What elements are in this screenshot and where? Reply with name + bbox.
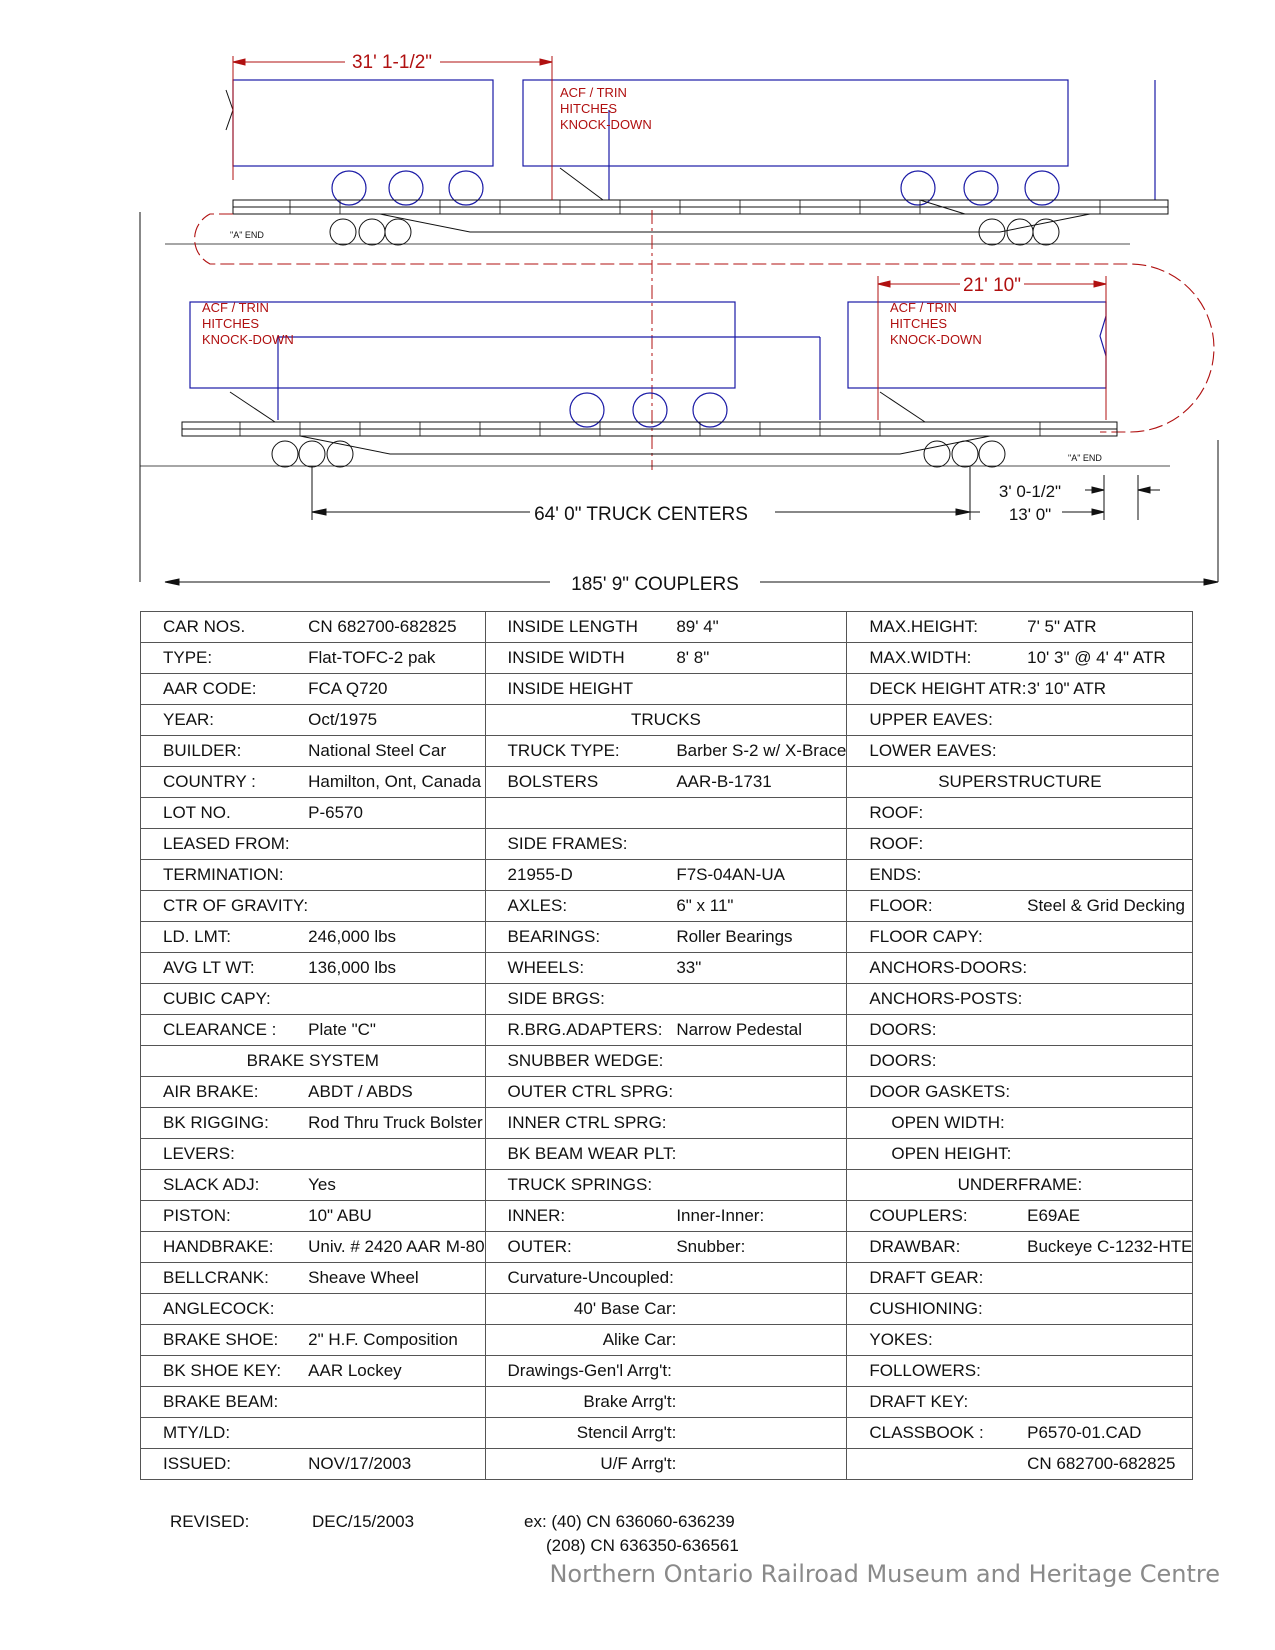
spec-label: AXLES: <box>485 891 676 922</box>
spec-row <box>141 1201 1193 1232</box>
watermark: Northern Ontario Railroad Museum and Heritage Centre <box>549 1560 1220 1588</box>
spec-label: MAX.HEIGHT: <box>847 612 1027 643</box>
spec-value <box>676 1356 847 1387</box>
spec-label: DOOR GASKETS: <box>847 1077 1027 1108</box>
spec-label: YEAR: <box>141 705 309 736</box>
spec-row <box>141 1387 1193 1418</box>
spec-label: BUILDER: <box>141 736 309 767</box>
spec-value <box>1027 984 1193 1015</box>
spec-label: OPEN WIDTH: <box>847 1108 1193 1139</box>
spec-row <box>141 705 1193 736</box>
spec-value: Narrow Pedestal <box>676 1015 847 1046</box>
spec-label: SLACK ADJ: <box>141 1170 309 1201</box>
spec-value <box>1027 829 1193 860</box>
lower-left-hitch-label <box>202 300 294 347</box>
spec-label: DRAFT GEAR: <box>847 1263 1027 1294</box>
spec-value: E69AE <box>1027 1201 1193 1232</box>
spec-row <box>141 1263 1193 1294</box>
spec-value: Univ. # 2420 AAR M-80 <box>308 1232 485 1263</box>
spec-value: National Steel Car <box>308 736 485 767</box>
spec-label: ANCHORS-DOORS: <box>847 953 1027 984</box>
spec-label: DRAWBAR: <box>847 1232 1027 1263</box>
spec-label: Stencil Arrg't: <box>485 1418 847 1449</box>
spec-label: FLOOR CAPY: <box>847 922 1027 953</box>
spec-label: INSIDE WIDTH <box>485 643 676 674</box>
spec-value: Yes <box>308 1170 485 1201</box>
spec-value: 6" x 11" <box>676 891 847 922</box>
spec-label: CLEARANCE : <box>141 1015 309 1046</box>
spec-row <box>141 1356 1193 1387</box>
lower-right-hitch-label <box>890 300 982 347</box>
spec-label: DOORS: <box>847 1015 1027 1046</box>
spec-label: CLASSBOOK : <box>847 1418 1027 1449</box>
spec-value <box>1027 1325 1193 1356</box>
spec-label: INSIDE LENGTH <box>485 612 676 643</box>
spec-value <box>308 1387 485 1418</box>
spec-value: 10" ABU <box>308 1201 485 1232</box>
spec-value <box>1027 1263 1193 1294</box>
spec-value <box>308 891 485 922</box>
spec-label: INSIDE HEIGHT <box>485 674 676 705</box>
upper-trailer-left <box>233 80 493 166</box>
spec-value <box>308 860 485 891</box>
mid-dimension <box>878 276 1106 420</box>
spec-label: MAX.WIDTH: <box>847 643 1027 674</box>
spec-value: F7S-04AN-UA <box>676 860 847 891</box>
section-heading: BRAKE SYSTEM <box>141 1046 486 1077</box>
spec-value <box>1027 922 1193 953</box>
spec-value: Oct/1975 <box>308 705 485 736</box>
spec-value <box>308 984 485 1015</box>
mid-dimension-label: 21' 10" <box>963 275 1021 296</box>
spec-row <box>141 674 1193 705</box>
spec-row <box>141 829 1193 860</box>
spec-value: Plate "C" <box>308 1015 485 1046</box>
spec-value <box>308 829 485 860</box>
spec-label: BK RIGGING: <box>141 1108 309 1139</box>
spec-value <box>676 1077 847 1108</box>
spec-value: Roller Bearings <box>676 922 847 953</box>
spec-label: CTR OF GRAVITY: <box>141 891 309 922</box>
spec-value <box>676 674 847 705</box>
top-dimension-label: 31' 1-1/2" <box>351 52 433 73</box>
spec-label: 40' Base Car: <box>485 1294 847 1325</box>
spec-value <box>676 984 847 1015</box>
spec-value <box>1027 1015 1193 1046</box>
spec-label: ANGLECOCK: <box>141 1294 309 1325</box>
spec-value: 89' 4" <box>676 612 847 643</box>
spec-label <box>847 1449 1027 1480</box>
spec-label: BK SHOE KEY: <box>141 1356 309 1387</box>
spec-value <box>1027 798 1193 829</box>
spec-label: BK BEAM WEAR PLT: <box>485 1139 676 1170</box>
spec-label: BRAKE BEAM: <box>141 1387 309 1418</box>
spec-value: Buckeye C-1232-HTE <box>1027 1232 1193 1263</box>
spec-value: Steel & Grid Decking <box>1027 891 1193 922</box>
railcar-drawing <box>0 0 1275 620</box>
spec-value <box>676 798 847 829</box>
spec-label: U/F Arrg't: <box>485 1449 847 1480</box>
spec-value: 136,000 lbs <box>308 953 485 984</box>
spec-row <box>141 922 1193 953</box>
spec-row <box>141 1108 1193 1139</box>
spec-value: P-6570 <box>308 798 485 829</box>
spec-label: INNER CTRL SPRG: <box>485 1108 676 1139</box>
spec-label: ENDS: <box>847 860 1027 891</box>
spec-label: CUBIC CAPY: <box>141 984 309 1015</box>
revised-value: DEC/15/2003 <box>312 1512 415 1531</box>
spec-label: BEARINGS: <box>485 922 676 953</box>
small-dimension-label-2: 13' 0" <box>1008 505 1052 524</box>
truck-centers-label: 64' 0" TRUCK CENTERS <box>534 504 748 525</box>
svg-text:HITCHES: HITCHES <box>890 316 948 331</box>
spec-row <box>141 736 1193 767</box>
spec-row <box>141 984 1193 1015</box>
spec-table <box>140 611 1193 1480</box>
spec-row <box>141 891 1193 922</box>
ex-line-2: (208) CN 636350-636561 <box>546 1536 739 1555</box>
spec-value: 7' 5" ATR <box>1027 612 1193 643</box>
section-heading: SUPERSTRUCTURE <box>847 767 1193 798</box>
spec-label: SNUBBER WEDGE: <box>485 1046 676 1077</box>
spec-value: 33" <box>676 953 847 984</box>
spec-label: BRAKE SHOE: <box>141 1325 309 1356</box>
svg-text:ACF / TRIN: ACF / TRIN <box>560 85 627 100</box>
upper-frame <box>165 90 1168 245</box>
spec-value <box>1027 705 1193 736</box>
ex-line-1: ex: (40) CN 636060-636239 <box>524 1512 735 1531</box>
spec-label: CUSHIONING: <box>847 1294 1027 1325</box>
spec-row <box>141 860 1193 891</box>
spec-value: FCA Q720 <box>308 674 485 705</box>
spec-row <box>141 1139 1193 1170</box>
spec-row <box>141 1015 1193 1046</box>
spec-value <box>676 829 847 860</box>
spec-label: AIR BRAKE: <box>141 1077 309 1108</box>
spec-value: Snubber: <box>676 1232 847 1263</box>
spec-label: BOLSTERS <box>485 767 676 798</box>
spec-value <box>1027 1046 1193 1077</box>
spec-label: LEASED FROM: <box>141 829 309 860</box>
spec-value: 3' 10" ATR <box>1027 674 1193 705</box>
spec-label: ANCHORS-POSTS: <box>847 984 1027 1015</box>
spec-label: PISTON: <box>141 1201 309 1232</box>
spec-value: Hamilton, Ont, Canada <box>308 767 485 798</box>
spec-value <box>1027 860 1193 891</box>
spec-value <box>676 1046 847 1077</box>
spec-row <box>141 1232 1193 1263</box>
spec-label: Brake Arrg't: <box>485 1387 847 1418</box>
upper-car <box>233 80 1155 205</box>
spec-label: TRUCK TYPE: <box>485 736 676 767</box>
upper-a-end-label: "A" END <box>230 230 264 240</box>
couplers-label: 185' 9" COUPLERS <box>571 574 739 595</box>
spec-label: MTY/LD: <box>141 1418 309 1449</box>
upper-hitch-label <box>560 85 652 132</box>
spec-value <box>1027 1077 1193 1108</box>
spec-label: CAR NOS. <box>141 612 309 643</box>
spec-value: 8' 8" <box>676 643 847 674</box>
spec-row <box>141 1449 1193 1480</box>
spec-label: WHEELS: <box>485 953 676 984</box>
spec-value <box>676 1108 847 1139</box>
spec-value: Rod Thru Truck Bolster <box>308 1108 485 1139</box>
spec-label: BELLCRANK: <box>141 1263 309 1294</box>
svg-text:KNOCK-DOWN: KNOCK-DOWN <box>202 332 294 347</box>
svg-text:HITCHES: HITCHES <box>202 316 260 331</box>
spec-label: ROOF: <box>847 829 1027 860</box>
spec-label: TERMINATION: <box>141 860 309 891</box>
spec-row <box>141 643 1193 674</box>
spec-label: OUTER: <box>485 1232 676 1263</box>
spec-value: AAR-B-1731 <box>676 767 847 798</box>
spec-row <box>141 798 1193 829</box>
spec-label: Drawings-Gen'l Arrg't: <box>485 1356 676 1387</box>
svg-text:ACF / TRIN: ACF / TRIN <box>202 300 269 315</box>
spec-label: 21955-D <box>485 860 676 891</box>
spec-value <box>676 1263 847 1294</box>
spec-value <box>308 1418 485 1449</box>
spec-label: LOT NO. <box>141 798 309 829</box>
spec-value: CN 682700-682825 <box>308 612 485 643</box>
spec-value: 246,000 lbs <box>308 922 485 953</box>
spec-value: 2" H.F. Composition <box>308 1325 485 1356</box>
spec-label: OUTER CTRL SPRG: <box>485 1077 676 1108</box>
spec-label <box>485 798 676 829</box>
spec-row <box>141 1077 1193 1108</box>
spec-row <box>141 1294 1193 1325</box>
spec-label: DECK HEIGHT ATR: <box>847 674 1027 705</box>
spec-label: COUNTRY : <box>141 767 309 798</box>
spec-row <box>141 767 1193 798</box>
spec-label: AVG LT WT: <box>141 953 309 984</box>
spec-label: DRAFT KEY: <box>847 1387 1027 1418</box>
svg-text:HITCHES: HITCHES <box>560 101 618 116</box>
spec-value: Inner-Inner: <box>676 1201 847 1232</box>
spec-row <box>141 1170 1193 1201</box>
spec-value <box>676 1170 847 1201</box>
spec-row <box>141 1325 1193 1356</box>
spec-value <box>1027 1294 1193 1325</box>
spec-label: LOWER EAVES: <box>847 736 1027 767</box>
spec-label: DOORS: <box>847 1046 1027 1077</box>
revised-label: REVISED: <box>170 1512 250 1531</box>
spec-label: OPEN HEIGHT: <box>847 1139 1193 1170</box>
spec-label: R.BRG.ADAPTERS: <box>485 1015 676 1046</box>
spec-label: LEVERS: <box>141 1139 309 1170</box>
spec-label: ROOF: <box>847 798 1027 829</box>
spec-value <box>308 1294 485 1325</box>
svg-text:KNOCK-DOWN: KNOCK-DOWN <box>560 117 652 132</box>
lower-car <box>190 302 1106 427</box>
section-heading: TRUCKS <box>485 705 847 736</box>
spec-value: 10' 3" @ 4' 4" ATR <box>1027 643 1193 674</box>
spec-value: P6570-01.CAD <box>1027 1418 1193 1449</box>
section-heading: UNDERFRAME: <box>847 1170 1193 1201</box>
spec-label: YOKES: <box>847 1325 1027 1356</box>
spec-label: HANDBRAKE: <box>141 1232 309 1263</box>
spec-label: FOLLOWERS: <box>847 1356 1027 1387</box>
spec-label: SIDE FRAMES: <box>485 829 676 860</box>
spec-row <box>141 1046 1193 1077</box>
dimension-lines <box>140 212 1218 585</box>
spec-value: ABDT / ABDS <box>308 1077 485 1108</box>
loop-line <box>195 214 1214 432</box>
spec-value: NOV/17/2003 <box>308 1449 485 1480</box>
spec-label: TYPE: <box>141 643 309 674</box>
spec-label: LD. LMT: <box>141 922 309 953</box>
spec-value <box>1027 953 1193 984</box>
spec-label: ISSUED: <box>141 1449 309 1480</box>
spec-label: TRUCK SPRINGS: <box>485 1170 676 1201</box>
spec-label: UPPER EAVES: <box>847 705 1027 736</box>
spec-value: Flat-TOFC-2 pak <box>308 643 485 674</box>
lower-a-end-label: "A" END <box>1068 453 1102 463</box>
spec-value <box>1027 1387 1193 1418</box>
spec-value: Sheave Wheel <box>308 1263 485 1294</box>
spec-label: COUPLERS: <box>847 1201 1027 1232</box>
svg-text:ACF / TRIN: ACF / TRIN <box>890 300 957 315</box>
spec-row <box>141 1418 1193 1449</box>
spec-row <box>141 612 1193 643</box>
spec-label: SIDE BRGS: <box>485 984 676 1015</box>
spec-value <box>676 1139 847 1170</box>
spec-label: Curvature-Uncoupled: <box>485 1263 676 1294</box>
spec-value <box>1027 736 1193 767</box>
spec-row <box>141 953 1193 984</box>
small-dimension-label-1: 3' 0-1/2" <box>998 482 1062 501</box>
spec-value: Barber S-2 w/ X-Brace <box>676 736 847 767</box>
spec-label: AAR CODE: <box>141 674 309 705</box>
spec-value: AAR Lockey <box>308 1356 485 1387</box>
spec-label: INNER: <box>485 1201 676 1232</box>
spec-value <box>1027 1356 1193 1387</box>
lower-frame <box>140 392 1170 467</box>
svg-text:KNOCK-DOWN: KNOCK-DOWN <box>890 332 982 347</box>
spec-value: CN 682700-682825 <box>1027 1449 1193 1480</box>
spec-value <box>308 1139 485 1170</box>
spec-label: Alike Car: <box>485 1325 847 1356</box>
spec-label: FLOOR: <box>847 891 1027 922</box>
